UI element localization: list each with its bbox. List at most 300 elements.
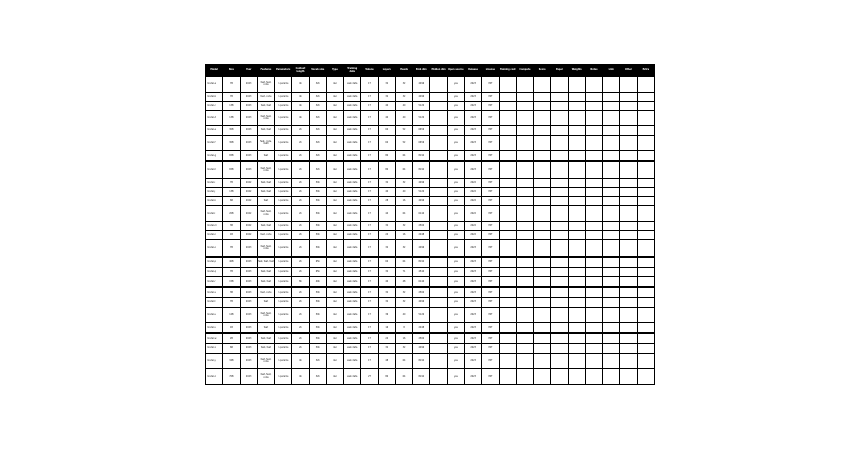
table-cell	[603, 277, 620, 288]
table-cell: web data	[344, 77, 361, 93]
table-row	[206, 101, 655, 110]
table-cell	[516, 110, 533, 126]
table-cell: 2k	[292, 151, 309, 162]
table-cell	[551, 307, 568, 323]
table-cell: web data	[344, 206, 361, 222]
table-cell: feat, feat	[257, 178, 274, 187]
table-cell: 65B	[223, 151, 240, 162]
table-cell: 50k	[309, 197, 326, 206]
table-cell: MIT	[482, 197, 499, 206]
table-cell: yes	[447, 221, 464, 230]
table-cell: 30B	[223, 126, 240, 135]
table-cell	[603, 231, 620, 240]
table-cell: n params	[275, 178, 292, 187]
table-cell: 64	[395, 161, 412, 178]
table-cell	[534, 221, 551, 230]
table-cell	[585, 333, 602, 344]
table-cell: 6144	[413, 277, 430, 288]
table-cell	[430, 231, 447, 240]
table-cell	[603, 333, 620, 344]
table-cell: 32	[378, 240, 395, 257]
table-cell	[551, 267, 568, 276]
table-cell: 2023	[240, 323, 257, 334]
table-cell	[551, 287, 568, 298]
table-cell: MIT	[482, 277, 499, 288]
table-cell: MIT	[482, 257, 499, 268]
table-cell: n params	[275, 323, 292, 334]
table-cell	[620, 287, 637, 298]
table-cell	[620, 92, 637, 101]
table-cell: MIT	[482, 333, 499, 344]
table-cell	[534, 178, 551, 187]
table-cell	[516, 197, 533, 206]
table-cell: 8192	[413, 353, 430, 369]
table-cell: 40	[378, 188, 395, 197]
table-cell: 64	[395, 353, 412, 369]
table-cell: 6B	[223, 197, 240, 206]
table-cell: yes	[447, 344, 464, 353]
table-cell	[620, 110, 637, 126]
table-cell	[603, 267, 620, 276]
table-cell	[620, 126, 637, 135]
table-cell	[516, 151, 533, 162]
table-cell: 40	[378, 101, 395, 110]
column-header: Release	[464, 65, 481, 77]
table-cell: feat, feat	[257, 344, 274, 353]
table-cell: 32k	[309, 126, 326, 135]
table-cell: web data	[344, 126, 361, 135]
table-cell: 2022	[240, 221, 257, 230]
table-cell	[516, 344, 533, 353]
table-cell	[603, 178, 620, 187]
table-cell	[637, 178, 654, 187]
table-cell	[499, 277, 516, 288]
table-cell	[603, 353, 620, 369]
table-cell: 2023	[240, 161, 257, 178]
table-cell: 1T	[361, 135, 378, 151]
table-cell: n params	[275, 101, 292, 110]
table-cell	[430, 110, 447, 126]
table-cell	[551, 135, 568, 151]
table-cell: yes	[447, 77, 464, 93]
table-cell: 50k	[309, 298, 326, 307]
table-cell	[534, 353, 551, 369]
table-cell	[637, 240, 654, 257]
table-cell	[620, 307, 637, 323]
table-cell: model-i	[206, 178, 223, 187]
table-cell	[585, 135, 602, 151]
table-cell: feat, code, math	[257, 135, 274, 151]
table-cell	[603, 161, 620, 178]
table-cell	[516, 257, 533, 268]
table-cell: 8	[395, 323, 412, 334]
table-cell	[551, 240, 568, 257]
table-cell: 2023	[240, 77, 257, 93]
column-header: Vocab size	[309, 65, 326, 77]
column-header: Notes	[585, 65, 602, 77]
table-cell	[603, 369, 620, 385]
table-cell	[551, 369, 568, 385]
table-row	[206, 353, 655, 369]
table-cell: 2k	[292, 267, 309, 276]
table-cell	[568, 178, 585, 187]
table-cell: web data	[344, 257, 361, 268]
table-cell: 64	[395, 257, 412, 268]
table-cell: 40	[378, 277, 395, 288]
table-cell: n params	[275, 298, 292, 307]
table-cell	[585, 77, 602, 93]
table-cell	[499, 188, 516, 197]
table-cell: 32	[378, 344, 395, 353]
table-cell: model-f	[206, 135, 223, 151]
table-cell: yes	[447, 277, 464, 288]
table-cell: yes	[447, 257, 464, 268]
table-cell: MIT	[482, 369, 499, 385]
table-cell: 2023	[240, 277, 257, 288]
table-cell: model-c	[206, 101, 223, 110]
table-cell: 2k	[292, 178, 309, 187]
table-cell: web data	[344, 277, 361, 288]
table-cell	[534, 298, 551, 307]
table-cell	[551, 257, 568, 268]
table-cell: 1T	[361, 151, 378, 162]
table-cell	[534, 323, 551, 334]
table-cell: 2022	[464, 178, 481, 187]
table-cell: 6B	[223, 344, 240, 353]
table-cell	[499, 267, 516, 276]
table-cell	[603, 126, 620, 135]
table-cell	[637, 197, 654, 206]
table-cell: 12B	[223, 307, 240, 323]
table-cell: 32k	[309, 151, 326, 162]
table-row	[206, 135, 655, 151]
table-cell: 2023	[240, 101, 257, 110]
table-cell: feat, feat, code	[257, 206, 274, 222]
table-cell: 32	[378, 221, 395, 230]
table-cell: 49k	[309, 277, 326, 288]
table-cell	[430, 92, 447, 101]
table-cell: 2023	[464, 267, 481, 276]
table-cell: 48	[378, 353, 395, 369]
table-cell	[499, 323, 516, 334]
table-cell: web data	[344, 287, 361, 298]
table-cell: web data	[344, 307, 361, 323]
table-cell	[516, 92, 533, 101]
table-cell	[603, 240, 620, 257]
table-cell	[603, 344, 620, 353]
table-cell: model-h	[206, 161, 223, 178]
column-header: Hidden dim	[430, 65, 447, 77]
table-cell: yes	[447, 240, 464, 257]
table-cell	[534, 240, 551, 257]
table-cell: 2k	[292, 197, 309, 206]
table-cell	[568, 101, 585, 110]
column-header: Context length	[292, 65, 309, 77]
table-cell	[637, 77, 654, 93]
table-cell	[551, 298, 568, 307]
table-cell: 4096	[413, 92, 430, 101]
table-cell: 32k	[309, 110, 326, 126]
table-cell: 1T	[361, 161, 378, 178]
table-cell: 50k	[309, 287, 326, 298]
table-cell	[637, 206, 654, 222]
table-cell: web data	[344, 369, 361, 385]
table-cell	[568, 231, 585, 240]
table-cell	[499, 333, 516, 344]
table-cell: n params	[275, 231, 292, 240]
table-cell	[568, 206, 585, 222]
table-cell	[534, 151, 551, 162]
table-cell: feat	[257, 298, 274, 307]
table-row	[206, 287, 655, 298]
table-cell	[603, 188, 620, 197]
column-header: Features	[257, 65, 274, 77]
table-cell	[620, 333, 637, 344]
table-cell: 2k	[292, 161, 309, 178]
table-cell	[516, 277, 533, 288]
table-cell: 1T	[361, 197, 378, 206]
table-cell	[585, 307, 602, 323]
table-cell: 2023	[240, 151, 257, 162]
table-cell: n params	[275, 188, 292, 197]
table-cell: feat, feat, code	[257, 110, 274, 126]
document-table-container	[205, 64, 655, 385]
table-cell: yes	[447, 298, 464, 307]
table-cell	[430, 307, 447, 323]
table-cell	[568, 151, 585, 162]
table-cell	[430, 188, 447, 197]
table-cell	[534, 344, 551, 353]
table-cell	[499, 298, 516, 307]
table-row	[206, 267, 655, 276]
table-cell: 13B	[223, 188, 240, 197]
column-header: Other	[620, 65, 637, 77]
table-cell: 2023	[240, 353, 257, 369]
table-cell: 2023	[240, 287, 257, 298]
table-cell	[430, 257, 447, 268]
table-cell: dec	[326, 267, 343, 276]
table-cell	[585, 178, 602, 187]
table-cell: feat, feat	[257, 267, 274, 276]
table-cell	[620, 77, 637, 93]
table-cell: 2k	[292, 307, 309, 323]
table-cell: feat, code	[257, 287, 274, 298]
table-cell	[499, 135, 516, 151]
table-cell: 64	[395, 151, 412, 162]
table-cell: yes	[447, 287, 464, 298]
table-cell: model-g	[206, 151, 223, 162]
table-cell	[637, 257, 654, 268]
table-cell: web data	[344, 197, 361, 206]
table-cell: 50k	[309, 307, 326, 323]
table-cell: 16	[395, 197, 412, 206]
table-cell	[534, 257, 551, 268]
table-cell	[585, 92, 602, 101]
table-cell	[568, 287, 585, 298]
table-cell: model-p	[206, 257, 223, 268]
table-cell	[637, 126, 654, 135]
table-cell: 40	[395, 110, 412, 126]
table-cell: 2023	[464, 161, 481, 178]
table-cell: 4k	[292, 353, 309, 369]
table-cell: 8192	[413, 151, 430, 162]
table-cell	[568, 344, 585, 353]
table-cell: model-l	[206, 206, 223, 222]
table-cell: 32k	[309, 92, 326, 101]
table-row	[206, 206, 655, 222]
table-cell	[499, 151, 516, 162]
table-cell	[603, 307, 620, 323]
table-cell: 50k	[309, 206, 326, 222]
table-cell: dec	[326, 110, 343, 126]
table-cell: dec	[326, 188, 343, 197]
table-cell	[585, 206, 602, 222]
table-row	[206, 333, 655, 344]
table-cell	[620, 353, 637, 369]
table-cell	[551, 161, 568, 178]
table-cell: 2023	[464, 277, 481, 288]
table-cell: 2k	[292, 240, 309, 257]
table-cell	[516, 188, 533, 197]
table-cell: web data	[344, 240, 361, 257]
table-cell: 1T	[361, 92, 378, 101]
table-cell: 4096	[413, 298, 430, 307]
table-cell: 65B	[223, 161, 240, 178]
table-cell: 32k	[309, 77, 326, 93]
table-cell	[534, 287, 551, 298]
column-header: License	[482, 65, 499, 77]
table-cell: model-x	[206, 344, 223, 353]
table-cell	[499, 231, 516, 240]
table-cell: dec	[326, 369, 343, 385]
table-cell: 2023	[464, 344, 481, 353]
column-header: Tokens	[361, 65, 378, 77]
table-cell	[516, 178, 533, 187]
table-cell: MIT	[482, 110, 499, 126]
table-cell: feat, feat, code	[257, 240, 274, 257]
table-cell: model-r	[206, 277, 223, 288]
table-cell: 1T	[361, 307, 378, 323]
table-cell: 32	[395, 178, 412, 187]
table-cell: dec	[326, 353, 343, 369]
table-cell: MIT	[482, 287, 499, 298]
table-cell	[499, 369, 516, 385]
table-cell	[637, 267, 654, 276]
table-cell: 2048	[413, 231, 430, 240]
table-cell	[551, 323, 568, 334]
table-cell: 48	[395, 277, 412, 288]
table-cell: 2023	[240, 110, 257, 126]
table-cell: MIT	[482, 298, 499, 307]
table-cell: 1T	[361, 188, 378, 197]
table-cell: 2T	[361, 369, 378, 385]
table-cell	[603, 197, 620, 206]
table-cell	[620, 369, 637, 385]
table-cell: 1T	[361, 206, 378, 222]
table-cell: feat, code	[257, 92, 274, 101]
table-cell: 32	[378, 178, 395, 187]
table-cell: n params	[275, 257, 292, 268]
table-cell	[585, 257, 602, 268]
table-cell: web data	[344, 178, 361, 187]
table-cell	[430, 197, 447, 206]
table-cell	[430, 287, 447, 298]
table-row	[206, 307, 655, 323]
table-cell	[568, 135, 585, 151]
table-cell	[568, 323, 585, 334]
column-header: Open source	[447, 65, 464, 77]
table-cell	[585, 151, 602, 162]
table-cell	[585, 369, 602, 385]
table-cell	[637, 277, 654, 288]
table-cell	[585, 344, 602, 353]
table-cell: 50k	[309, 231, 326, 240]
table-cell: 3B	[223, 221, 240, 230]
table-row	[206, 77, 655, 93]
table-cell	[430, 277, 447, 288]
table-cell	[551, 92, 568, 101]
table-cell	[516, 298, 533, 307]
table-cell	[585, 267, 602, 276]
table-cell: 80	[378, 161, 395, 178]
table-cell: feat, feat, code	[257, 369, 274, 385]
table-row	[206, 323, 655, 334]
table-cell: MIT	[482, 161, 499, 178]
table-cell: 70B	[223, 369, 240, 385]
table-cell: dec	[326, 126, 343, 135]
table-cell	[534, 110, 551, 126]
table-cell	[568, 353, 585, 369]
table-cell: yes	[447, 151, 464, 162]
table-cell	[620, 197, 637, 206]
table-cell	[637, 135, 654, 151]
table-cell: 2023	[464, 323, 481, 334]
table-cell	[585, 188, 602, 197]
table-cell: 16	[395, 333, 412, 344]
table-row	[206, 161, 655, 178]
table-cell: 65k	[309, 267, 326, 276]
table-cell	[551, 110, 568, 126]
table-cell: 7B	[223, 178, 240, 187]
table-cell	[620, 221, 637, 230]
table-cell	[568, 77, 585, 93]
table-cell: 6656	[413, 135, 430, 151]
table-cell: 2023	[240, 298, 257, 307]
table-cell	[585, 277, 602, 288]
table-cell	[534, 188, 551, 197]
column-header: Score	[534, 65, 551, 77]
table-cell: 2023	[464, 92, 481, 101]
table-cell: 2023	[464, 240, 481, 257]
table-cell: 5120	[413, 307, 430, 323]
table-cell: 60	[378, 135, 395, 151]
table-cell: model-w	[206, 333, 223, 344]
table-row	[206, 126, 655, 135]
table-cell: 30B	[223, 135, 240, 151]
table-cell	[551, 197, 568, 206]
table-cell: n params	[275, 277, 292, 288]
table-cell: 2023	[464, 126, 481, 135]
table-cell: 2k	[292, 206, 309, 222]
table-cell: 32k	[309, 161, 326, 178]
table-cell: 2023	[240, 135, 257, 151]
table-cell	[516, 240, 533, 257]
table-cell: 8192	[413, 257, 430, 268]
table-cell: 2k	[292, 257, 309, 268]
table-cell: 2023	[464, 135, 481, 151]
table-cell	[499, 240, 516, 257]
table-row	[206, 151, 655, 162]
